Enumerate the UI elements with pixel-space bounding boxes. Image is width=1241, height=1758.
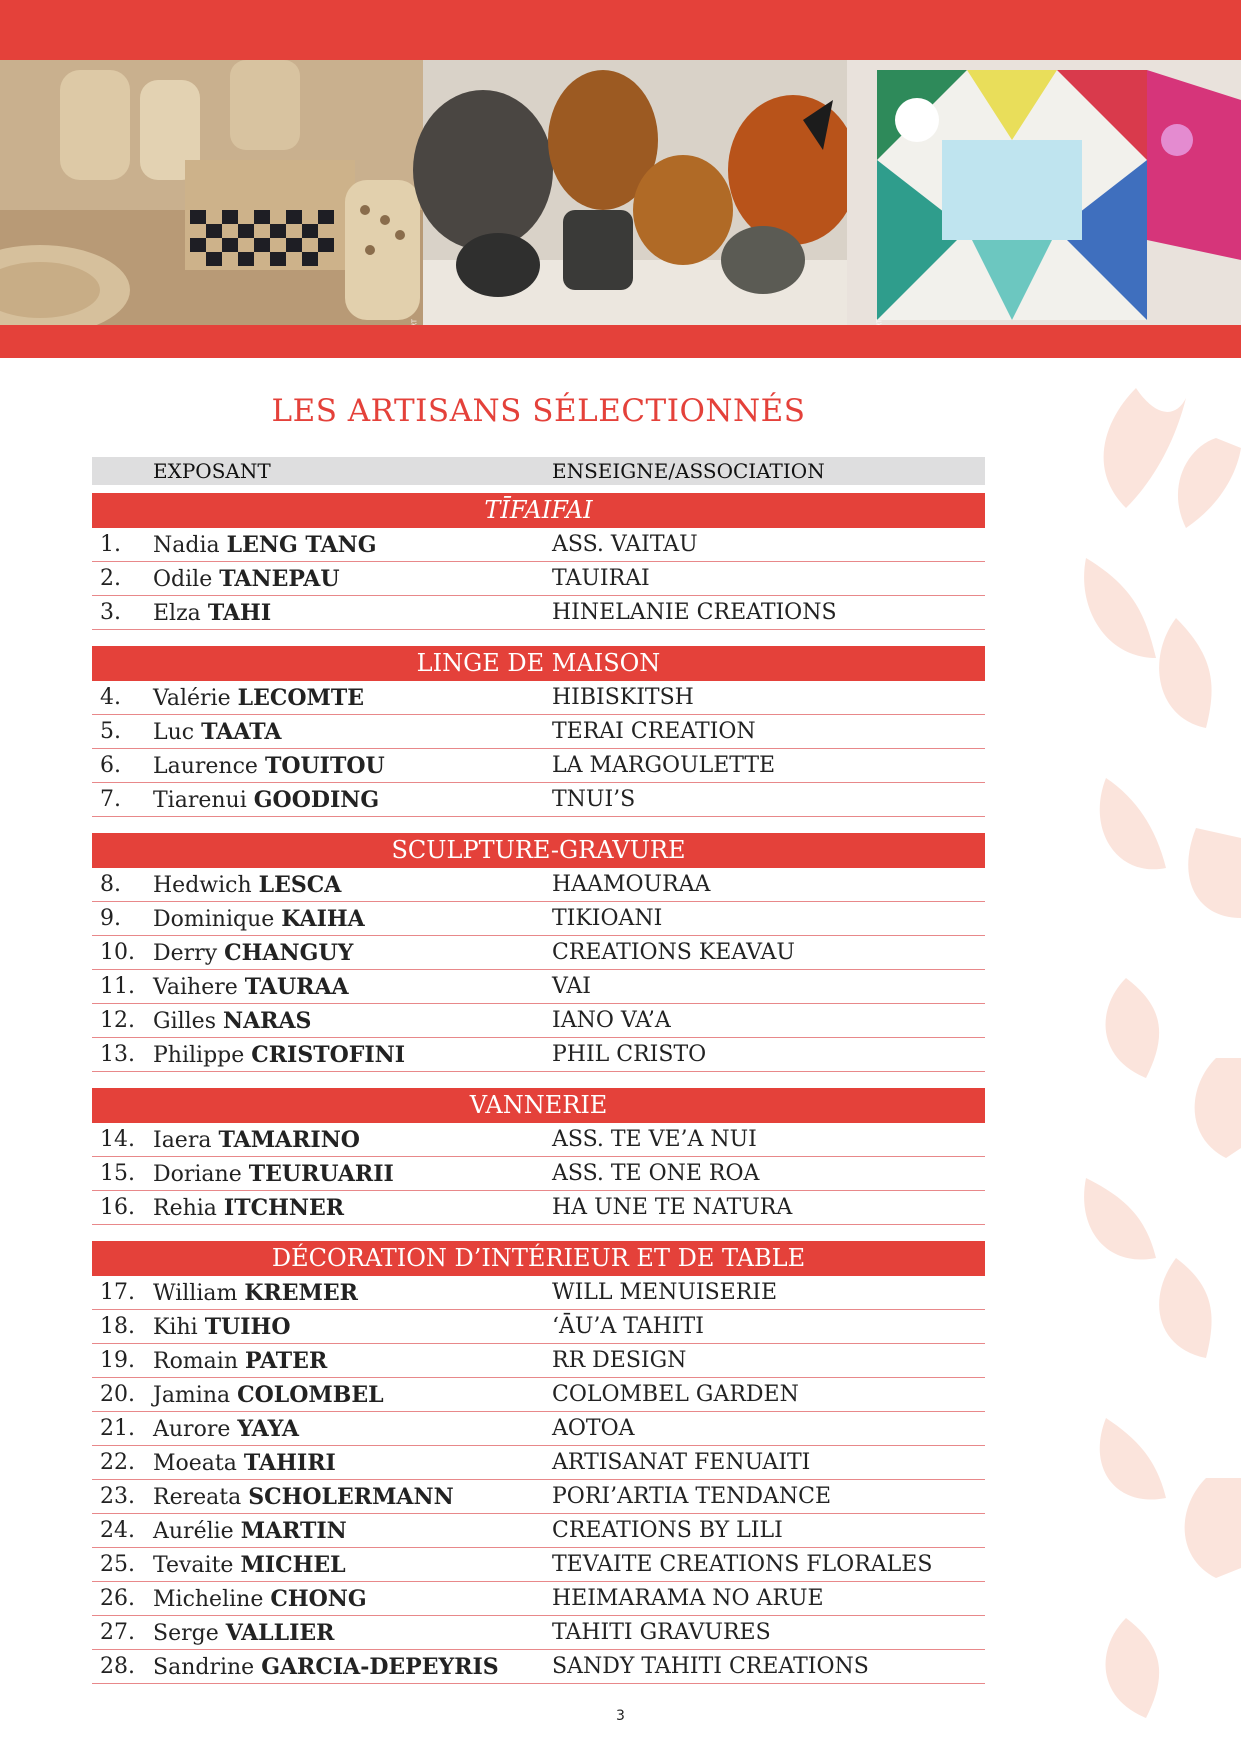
first-name: Iaera xyxy=(153,1127,212,1153)
row-number: 5. xyxy=(100,719,121,744)
enseigne-association: AOTOA xyxy=(552,1416,635,1441)
row-number: 12. xyxy=(100,1008,135,1033)
enseigne-association: WILL MENUISERIE xyxy=(552,1280,778,1305)
first-name: Hedwich xyxy=(153,872,252,898)
enseigne-association: CREATIONS KEAVAU xyxy=(552,940,795,965)
first-name: Sandrine xyxy=(153,1654,255,1680)
enseigne-association: RR DESIGN xyxy=(552,1348,687,1373)
row-number: 7. xyxy=(100,787,121,812)
row-number: 3. xyxy=(100,600,121,625)
table-row xyxy=(92,1582,985,1616)
exposant-name xyxy=(153,1195,552,1221)
bottom-red-band xyxy=(0,325,1241,358)
last-name: VALLIER xyxy=(225,1619,335,1646)
category-header: TĪFAIFAI xyxy=(92,493,985,528)
enseigne-association: TAHITI GRAVURES xyxy=(552,1620,771,1645)
enseigne-association: PHIL CRISTO xyxy=(552,1042,707,1067)
first-name: Dominique xyxy=(153,906,275,932)
table-row xyxy=(92,1276,985,1310)
enseigne-association: TIKIOANI xyxy=(552,906,663,931)
enseigne-association: ASS. TE VE’A NUI xyxy=(552,1127,757,1152)
row-number: 8. xyxy=(100,872,121,897)
first-name: Nadia xyxy=(153,532,220,558)
row-number: 11. xyxy=(100,974,135,999)
table-row xyxy=(92,1157,985,1191)
exposant-name xyxy=(153,1484,552,1510)
table-row xyxy=(92,1344,985,1378)
exposant-name xyxy=(153,1416,552,1442)
table-row xyxy=(92,749,985,783)
row-number: 1. xyxy=(100,532,121,557)
first-name: Valérie xyxy=(153,685,231,711)
table-row xyxy=(92,562,985,596)
last-name: CHANGUY xyxy=(224,939,354,966)
category-header: SCULPTURE-GRAVURE xyxy=(92,833,985,868)
enseigne-association: TEVAITE CREATIONS FLORALES xyxy=(552,1552,933,1577)
table-row xyxy=(92,868,985,902)
first-name: Aurélie xyxy=(153,1518,234,1544)
last-name: TAHIRI xyxy=(243,1449,336,1476)
last-name: KREMER xyxy=(244,1279,358,1306)
last-name: LECOMTE xyxy=(237,684,365,711)
exposant-name xyxy=(153,1518,552,1544)
table-row xyxy=(92,1446,985,1480)
table-row xyxy=(92,1480,985,1514)
row-number: 17. xyxy=(100,1280,135,1305)
enseigne-association: TNUI’S xyxy=(552,787,636,812)
row-number: 22. xyxy=(100,1450,135,1475)
enseigne-association: IANO VA’A xyxy=(552,1008,671,1033)
table-row xyxy=(92,681,985,715)
photo-strip xyxy=(0,60,1241,325)
exposant-name xyxy=(153,872,552,898)
page-number: 3 xyxy=(616,1708,625,1724)
table-row xyxy=(92,783,985,817)
first-name: Philippe xyxy=(153,1042,245,1068)
exposant-name xyxy=(153,719,552,745)
enseigne-association: SANDY TAHITI CREATIONS xyxy=(552,1654,869,1679)
photo-tifaifai-cushions xyxy=(847,60,1241,325)
page-title: LES ARTISANS SÉLECTIONNÉS xyxy=(271,393,806,429)
exposant-name xyxy=(153,787,552,813)
exposant-name xyxy=(153,1552,552,1578)
last-name: KAIHA xyxy=(281,905,365,932)
enseigne-association: HEIMARAMA NO ARUE xyxy=(552,1586,824,1611)
last-name: TEURUARII xyxy=(248,1160,394,1187)
exposant-name xyxy=(153,1280,552,1306)
table-row xyxy=(92,1191,985,1225)
enseigne-association: ‘ĀU’A TAHITI xyxy=(552,1314,704,1339)
first-name: Rehia xyxy=(153,1195,217,1221)
enseigne-association: HIBISKITSH xyxy=(552,685,694,710)
category-header: VANNERIE xyxy=(92,1088,985,1123)
first-name: Doriane xyxy=(153,1161,242,1187)
last-name: TUIHO xyxy=(204,1313,291,1340)
row-number: 25. xyxy=(100,1552,135,1577)
first-name: Tevaite xyxy=(153,1552,234,1578)
last-name: GARCIA-DEPEYRIS xyxy=(261,1653,499,1680)
exposant-name xyxy=(153,685,552,711)
row-number: 26. xyxy=(100,1586,135,1611)
first-name: Moeata xyxy=(153,1450,237,1476)
row-number: 14. xyxy=(100,1127,135,1152)
first-name: Derry xyxy=(153,940,218,966)
last-name: TAHI xyxy=(207,599,272,626)
exposant-name xyxy=(153,1586,552,1612)
exposant-name xyxy=(153,753,552,779)
row-number: 15. xyxy=(100,1161,135,1186)
first-name: Gilles xyxy=(153,1008,216,1034)
enseigne-association: HA UNE TE NATURA xyxy=(552,1195,793,1220)
enseigne-association: CREATIONS BY LILI xyxy=(552,1518,783,1543)
exposant-name xyxy=(153,940,552,966)
last-name: GOODING xyxy=(253,786,380,813)
enseigne-association: ARTISANAT FENUAITI xyxy=(552,1450,811,1475)
exposant-name xyxy=(153,906,552,932)
exposant-name xyxy=(153,1348,552,1374)
first-name: Elza xyxy=(153,600,201,626)
last-name: TAURAA xyxy=(244,973,349,1000)
table-body xyxy=(92,493,985,1684)
row-number: 20. xyxy=(100,1382,135,1407)
exposant-name xyxy=(153,1127,552,1153)
table-row xyxy=(92,1310,985,1344)
enseigne-association: PORI’ARTIA TENDANCE xyxy=(552,1484,832,1509)
last-name: LESCA xyxy=(258,871,342,898)
last-name: PATER xyxy=(245,1347,328,1374)
last-name: TAATA xyxy=(201,718,282,745)
row-number: 28. xyxy=(100,1654,135,1679)
table-row xyxy=(92,970,985,1004)
top-red-band xyxy=(0,0,1241,60)
last-name: MARTIN xyxy=(240,1517,347,1544)
exposant-name xyxy=(153,1382,552,1408)
exposant-name xyxy=(153,566,552,592)
row-number: 13. xyxy=(100,1042,135,1067)
first-name: Luc xyxy=(153,719,195,745)
first-name: Micheline xyxy=(153,1586,264,1612)
row-number: 18. xyxy=(100,1314,135,1339)
first-name: Rereata xyxy=(153,1484,242,1510)
enseigne-association: HAAMOURAA xyxy=(552,872,711,897)
table-row xyxy=(92,1514,985,1548)
first-name: Kihi xyxy=(153,1314,198,1340)
exposant-name xyxy=(153,600,552,626)
last-name: LENG TANG xyxy=(226,531,377,558)
decorative-leaf-pattern xyxy=(1066,358,1241,1754)
enseigne-association: TAUIRAI xyxy=(552,566,650,591)
exposant-name xyxy=(153,1314,552,1340)
table-row xyxy=(92,1412,985,1446)
header-enseigne: ENSEIGNE/ASSOCIATION xyxy=(552,459,825,483)
row-number: 2. xyxy=(100,566,121,591)
last-name: COLOMBEL xyxy=(237,1381,384,1408)
exposant-name xyxy=(153,974,552,1000)
first-name: Laurence xyxy=(153,753,258,779)
last-name: SCHOLERMANN xyxy=(248,1483,454,1510)
category-header: LINGE DE MAISON xyxy=(92,646,985,681)
last-name: CHONG xyxy=(270,1585,367,1612)
exposant-name xyxy=(153,1654,552,1680)
first-name: Romain xyxy=(153,1348,238,1374)
enseigne-association: HINELANIE CREATIONS xyxy=(552,600,837,625)
enseigne-association: LA MARGOULETTE xyxy=(552,753,776,778)
table-row xyxy=(92,1548,985,1582)
table-row xyxy=(92,1038,985,1072)
row-number: 10. xyxy=(100,940,135,965)
row-number: 16. xyxy=(100,1195,135,1220)
row-number: 23. xyxy=(100,1484,135,1509)
last-name: NARAS xyxy=(223,1007,312,1034)
enseigne-association: ASS. VAITAU xyxy=(552,532,698,557)
last-name: TAMARINO xyxy=(218,1126,360,1153)
table-row xyxy=(92,936,985,970)
row-number: 27. xyxy=(100,1620,135,1645)
header-exposant: EXPOSANT xyxy=(153,459,271,483)
table-row xyxy=(92,715,985,749)
last-name: TANEPAU xyxy=(219,565,340,592)
enseigne-association: COLOMBEL GARDEN xyxy=(552,1382,799,1407)
enseigne-association: TERAI CREATION xyxy=(552,719,756,744)
table-row xyxy=(92,596,985,630)
last-name: MICHEL xyxy=(240,1551,346,1578)
last-name: YAYA xyxy=(237,1415,299,1442)
exposant-name xyxy=(153,1161,552,1187)
last-name: TOUITOU xyxy=(264,752,385,779)
table-header xyxy=(92,457,985,485)
enseigne-association: ASS. TE ONE ROA xyxy=(552,1161,760,1186)
table-row xyxy=(92,1004,985,1038)
category-header: DÉCORATION D’INTÉRIEUR ET DE TABLE xyxy=(92,1241,985,1276)
first-name: Tiarenui xyxy=(153,787,247,813)
last-name: ITCHNER xyxy=(223,1194,345,1221)
first-name: Jamina xyxy=(153,1382,231,1408)
enseigne-association: VAI xyxy=(552,974,591,999)
row-number: 19. xyxy=(100,1348,135,1373)
first-name: Odile xyxy=(153,566,213,592)
row-number: 9. xyxy=(100,906,121,931)
table-row xyxy=(92,528,985,562)
last-name: CRISTOFINI xyxy=(251,1041,406,1068)
row-number: 21. xyxy=(100,1416,135,1441)
first-name: Serge xyxy=(153,1620,219,1646)
row-number: 4. xyxy=(100,685,121,710)
table-row xyxy=(92,902,985,936)
photo-sculpture xyxy=(423,60,847,325)
exposant-name xyxy=(153,532,552,558)
row-number: 24. xyxy=(100,1518,135,1543)
exposant-name xyxy=(153,1042,552,1068)
table-row xyxy=(92,1378,985,1412)
table-row xyxy=(92,1616,985,1650)
artisans-table xyxy=(92,457,985,1684)
table-row xyxy=(92,1123,985,1157)
exposant-name xyxy=(153,1008,552,1034)
first-name: Aurore xyxy=(153,1416,231,1442)
exposant-name xyxy=(153,1620,552,1646)
table-row xyxy=(92,1650,985,1684)
row-number: 6. xyxy=(100,753,121,778)
photo-basketry xyxy=(0,60,423,325)
first-name: Vaihere xyxy=(153,974,238,1000)
exposant-name xyxy=(153,1450,552,1476)
first-name: William xyxy=(153,1280,238,1306)
